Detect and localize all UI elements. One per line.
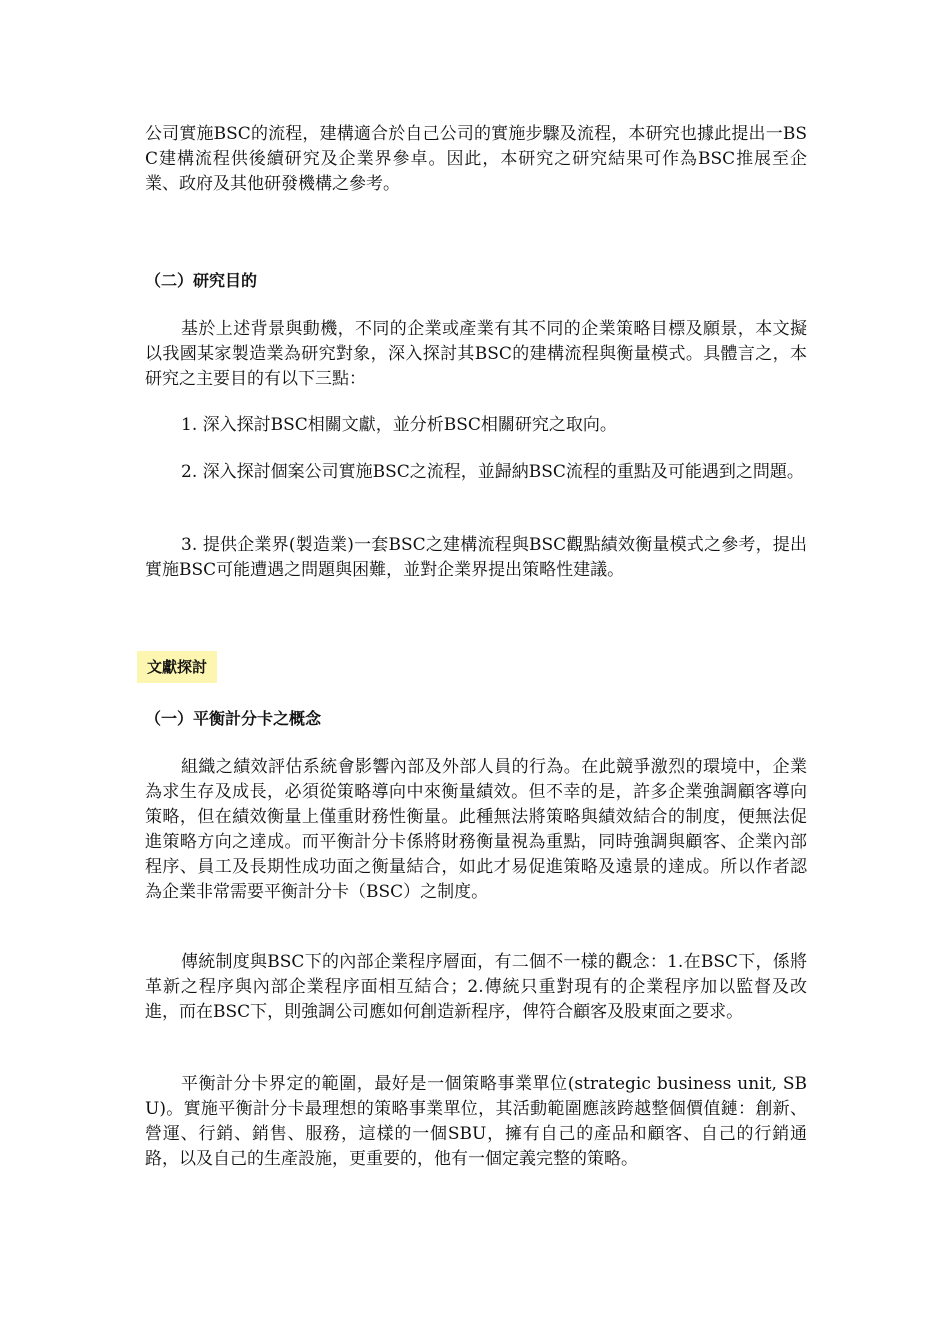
intro-paragraph: 公司實施BSC的流程，建構適合於自己公司的實施步驟及流程，本研究也據此提出一BSC建構流程供後續研究及企業界參卓。因此，本研究之研究結果可作為BSC推展至企業、政府及其他研發機構之參考。 [145,124,807,194]
purpose-item-1: 1. 深入探討BSC相關文獻，並分析BSC相關研究之取向。 [181,415,617,435]
purpose-paragraph: 基於上述背景與動機，不同的企業或產業有其不同的企業策略目標及願景，本文擬以我國某家製造業為研究對象，深入探討其BSC的建構流程與衡量模式。具體言之，本研究之主要目的有以下三點： [145,319,807,389]
purpose-item-2: 2. 深入探討個案公司實施BSC之流程，並歸納BSC流程的重點及可能遇到之問題。 [181,462,804,482]
literature-paragraph-2: 傳統制度與BSC下的內部企業程序層面，有二個不一樣的觀念：1.在BSC下，係將革新之程序與內部企業程序面相互結合；2.傳統只重對現有的企業程序加以監督及改進，而在BSC下，則強調公司應如何創造新程序，俾符合顧客及股東面之要求。 [145,952,807,1022]
literature-paragraph-1: 組織之績效評估系統會影響內部及外部人員的行為。在此競爭激烈的環境中，企業為求生存及成長，必須從策略導向中來衡量績效。但不幸的是，許多企業強調顧客導向策略，但在績效衡量上僅重財務性衡量。此種無法將策略與績效結合的制度，便無法促進策略方向之達成。而平衡計分卡係將財務衡量視為重點，同時強調與顧客、企業內部程序、員工及長期性成功面之衡量結合，如此才易促進策略及遠景的達成。所以作者認為企業非常需要平衡計分卡（BSC）之制度。 [145,757,807,902]
section-label-literature: 文獻探討 [137,651,217,683]
literature-paragraph-3: 平衡計分卡界定的範圍，最好是一個策略事業單位(strategic business unit, SBU)。實施平衡計分卡最理想的策略事業單位，其活動範圍應該跨越整個價值鏈：創新、營運、行銷、銷售、服務，這樣的一個SBU，擁有自己的產品和顧客、自己的行銷通路，以及自己的生產設施，更重要的，他有一個定義完整的策略。 [145,1074,807,1169]
literature-heading: （一）平衡計分卡之概念 [145,709,322,728]
purpose-item-3: 3. 提供企業界(製造業)一套BSC之建構流程與BSC觀點績效衡量模式之參考，提出實施BSC可能遭遇之問題與困難，並對企業界提出策略性建議。 [145,535,807,580]
purpose-heading: （二）研究目的 [145,271,258,290]
